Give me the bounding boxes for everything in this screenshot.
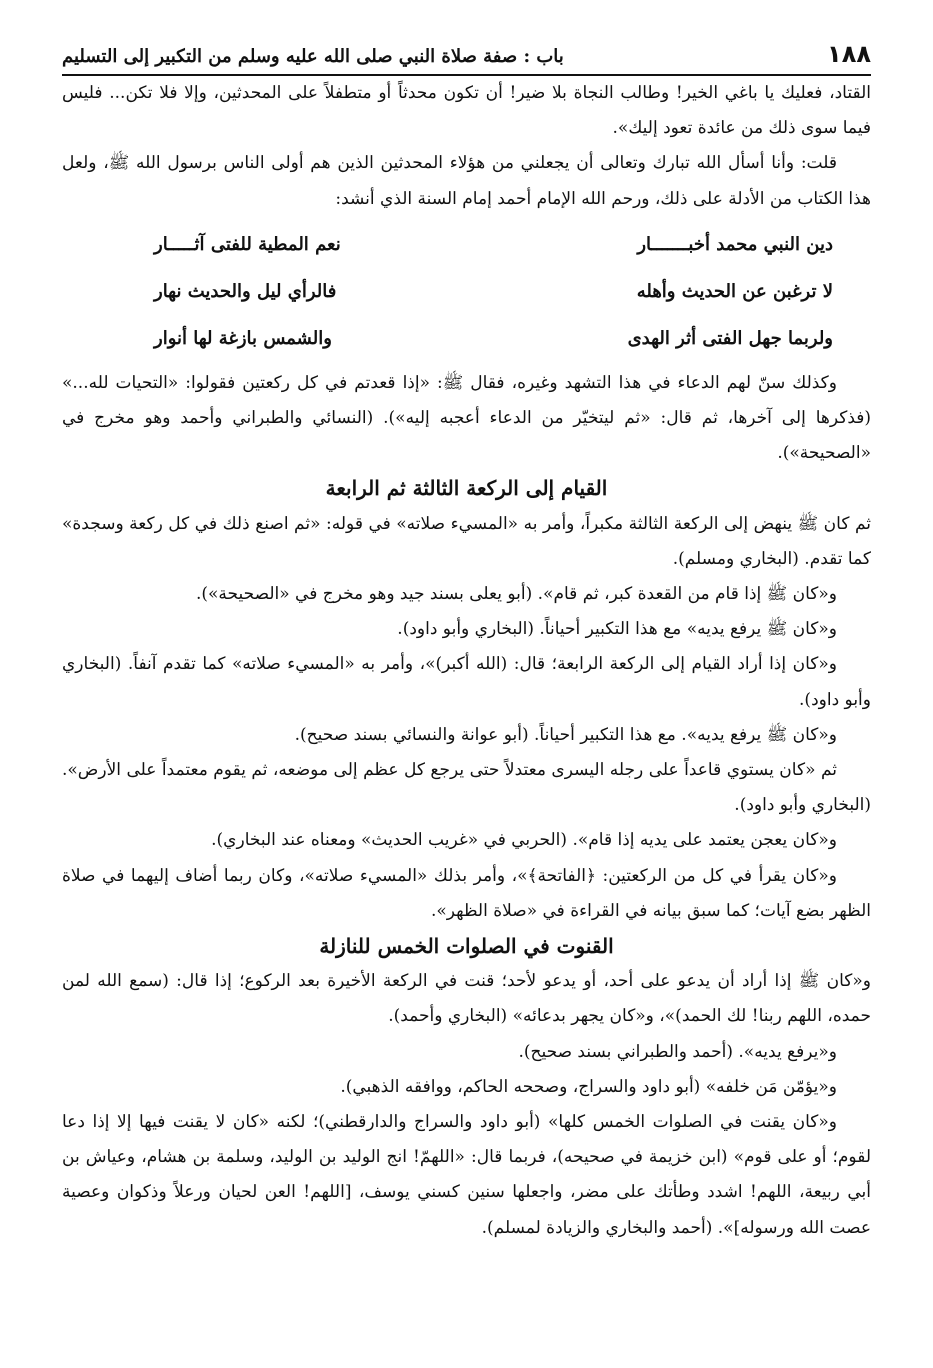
poem-hemistich-right: لا ترغبن عن الحديث وأهله	[636, 280, 833, 302]
poem-hemistich-left: والشمس بازغة لها أنوار	[154, 327, 332, 349]
section-heading: القيام إلى الركعة الثالثة ثم الرابعة	[325, 476, 608, 501]
paragraph: و«كان يقرأ في كل من الركعتين: ﴿الفاتحة﴾»، وأمر بذلك «المسيء صلاته»، وكان ربما أضاف إليهما في صلاة الظهر بضع آيات؛ كما سبق بيانه في القراءة في «صلاة الظهر».	[62, 865, 871, 921]
paragraph: القتاد، فعليك يا باغي الخير! وطالب النجاة بلا ضير! أن تكون محدثاً أو متطفلاً على المحدثين، وإلا فلا تكن... فليس فيما سوى ذلك من عائدة تعود إليك».	[62, 83, 871, 139]
poem-hemistich-left: نعم المطية للفتى آثـــــار	[154, 233, 341, 255]
poem-verse	[62, 268, 871, 315]
paragraph: و«كان ﷺ يرفع يديه». مع هذا التكبير أحياناً. (أبو عوانة والنسائي بسند صحيح).	[294, 724, 837, 745]
poem-verse	[62, 221, 871, 268]
poem-verse	[62, 315, 871, 362]
paragraph: و«كان يقنت في الصلوات الخمس كلها» (أبو داود والسراج والدارقطني)؛ لكنه «كان لا يقنت فيها إلا إذا دعا لقوم؛ أو على قوم» (ابن خزيمة في صحيحه)، فربما قال: «اللهمّ! انج الوليد بن الوليد، وسلمة بن هشام، وعياش بن أبي ربيعة، اللهم! اشدد وطأتك على مضر، واجعلها سنين كسني يوسف، [اللهم! العن لحيان ورعلاً وذكوان وعصية عصت الله ورسوله]». (أحمد والبخاري والزيادة لمسلم).	[62, 1112, 871, 1238]
paragraph: وكذلك سنّ لهم الدعاء في هذا التشهد وغيره، فقال ﷺ: «إذا قعدتم في كل ركعتين فقولوا: «التحيات لله...» (فذكرها إلى آخرها، ثم قال: «ثم ليتخيّر من الدعاء أعجبه إليه»). (النسائي والطبراني وأحمد وهو مخرج في «الصحيحة»).	[62, 372, 871, 464]
poem	[62, 221, 871, 362]
paragraph: و«كان ﷺ يرفع يديه» مع هذا التكبير أحياناً. (البخاري وأبو داود).	[397, 619, 837, 640]
poem-hemistich-right: ولربما جهل الفتى أثر الهدى	[627, 327, 833, 349]
paragraph: قلت: وأنا أسأل الله تبارك وتعالى أن يجعلني من هؤلاء المحدثين الذين هم أولى الناس برسول الله ﷺ، ولعل هذا الكتاب من الأدلة على ذلك، ورحم الله الإمام أحمد إمام السنة الذي أنشد:	[62, 153, 871, 209]
paragraph: و«كان يعجن يعتمد على يديه إذا قام». (الحربي في «غريب الحديث» ومعناه عند البخاري).	[211, 830, 837, 851]
paragraph: ثم كان ﷺ ينهض إلى الركعة الثالثة مكبراً، وأمر به «المسيء صلاته» في قوله: «ثم اصنع ذلك في كل ركعة وسجدة» كما تقدم. (البخاري ومسلم).	[62, 513, 871, 569]
page-number: ١٨٨	[827, 40, 871, 68]
paragraph: و«كان إذا أراد القيام إلى الركعة الرابعة؛ قال: (الله أكبر)»، وأمر به «المسيء صلاته» كما تقدم آنفاً. (البخاري وأبو داود).	[62, 654, 871, 710]
book-page	[62, 40, 871, 1246]
paragraph: و«كان ﷺ إذا أراد أن يدعو على أحد، أو يدعو لأحد؛ قنت في الركعة الأخيرة بعد الركوع؛ إذا قال: (سمع الله لمن حمده، اللهم ربنا! لك الحمد)»، و«كان يجهر بدعائه» (البخاري وأحمد).	[62, 971, 871, 1027]
paragraph: ثم «كان يستوي قاعداً على رجله اليسرى معتدلاً حتى يرجع كل عظم إلى موضعه، ثم يقوم معتمداً على الأرض». (البخاري وأبو داود).	[62, 760, 871, 816]
paragraph: و«يؤمّن مَن خلفه» (أبو داود والسراج، وصححه الحاكم، ووافقه الذهبي).	[340, 1076, 837, 1097]
paragraph: و«يرفع يديه». (أحمد والطبراني بسند صحيح).	[518, 1041, 837, 1062]
running-title: باب : صفة صلاة النبي صلى الله عليه وسلم من التكبير إلى التسليم	[62, 46, 564, 67]
paragraph: و«كان ﷺ إذا قام من القعدة كبر، ثم قام». (أبو يعلى بسند جيد وهو مخرج في «الصحيحة»).	[195, 584, 837, 605]
page-header	[62, 40, 871, 76]
poem-hemistich-right: دين النبي محمد أخبـــــــار	[637, 233, 833, 255]
section-heading: القنوت في الصلوات الخمس للنازلة	[319, 934, 614, 959]
page-body	[62, 76, 871, 1246]
poem-hemistich-left: فالرأي ليل والحديث نهار	[154, 280, 337, 302]
